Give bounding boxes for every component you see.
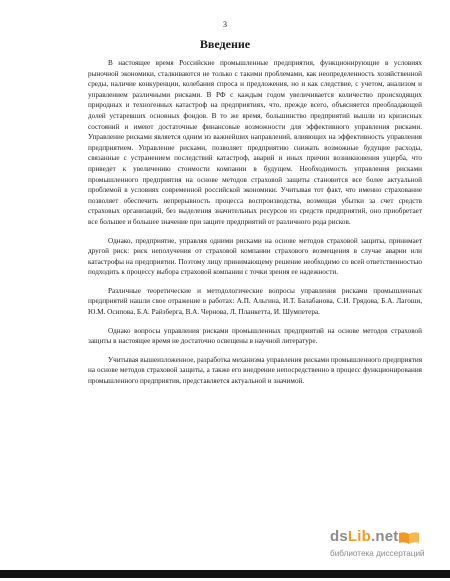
document-body bbox=[88, 58, 422, 391]
page-title: Введение bbox=[199, 37, 251, 51]
watermark-subtitle: библиотека диссертаций bbox=[330, 549, 425, 558]
paragraph-4: Однако вопросы управления рисками промышленных предприятий на основе методов страховой защиты в настоящее время не достаточно освещены в научной литературе. bbox=[88, 326, 422, 346]
paragraph-5: Учитывая вышеизложенное, разработка механизма управления рисками промышленного предприятия на основе методов страховой защиты, а также его внедрение непосредственно в процесс функционирования промышленного предприятия, представляется актуальной и значимой. bbox=[88, 355, 422, 386]
bottom-edge-bar bbox=[0, 570, 450, 578]
logo-ds: ds bbox=[330, 528, 348, 545]
open-book-icon bbox=[398, 531, 420, 545]
paragraph-2: Однако, предприятие, управляя одними рисками на основе методов страховой защиты, принимает другой риск: риск неполучения от страховой компании страхового возмещения в случае аварии или катастрофы на предприятии. Поэтому лицу принимающему решение необходимо со всей ответственностью подходить к процессу выбора страховой компании с точки зрения ее надежности. bbox=[88, 236, 422, 277]
watermark-logo bbox=[330, 528, 398, 545]
page-number: 3 bbox=[223, 20, 227, 29]
paragraph-3: Различные теоретические и методологические вопросы управления рисками промышленных предприятий нашли свое отражение в работах: А.П. Альгина, И.Т. Балабанова, С.И. Грядова, Б.А. Лагоши, Ю.М. Осипова, Б.А. Райзберга, В.А. Чернова, Л. Планкетта, И. Шумпетера. bbox=[88, 286, 422, 317]
logo-net: .net bbox=[371, 528, 399, 545]
logo-lib: Lib bbox=[347, 528, 371, 545]
dslib-watermark bbox=[330, 528, 448, 566]
paragraph-1: В настоящее время Российские промышленные предприятия, функционирующие в условиях рыночной экономики, сталкиваются не только с такими проблемами, как неопределенность хозяйственной среды, наличие конкуренции, колебания спроса и предложения, но и как следствие, с учетом, анализом и управлением различными рисками. В РФ с каждым годом увеличивается количество происходящих природных и техногенных катастроф на предприятиях, что, прежде всего, объясняется преобладающей долей устаревших основных фондов. В то же время, большинство предприятий вышли из кризисных состояний и имеют достаточные финансовые возможности для эффективного управления рисками. Управление рисками является одним из важнейших направлений, влияющих на эффективность управления предприятием. Управление рисками, позволяет предприятию снижать возможные будущие расходы, связанные с устранением последствий катастроф, аварий и иных причин возникновения ущерба, что приведет к увеличению стоимости компании в будущем. Необходимость управления рисками промышленного предприятия на основе методов страховой защиты становится все более актуальной проблемой в условиях современной российской экономики. Учитывая тот факт, что именно страхование позволяет обеспечить непрерывность процесса воспроизводства, возмещая убытки за счет средств страховых организаций, без выделения значительных ресурсов из средств предприятий, оно приобретает все большее и большее значение при защите предприятий от различного рода рисков. bbox=[88, 59, 422, 226]
